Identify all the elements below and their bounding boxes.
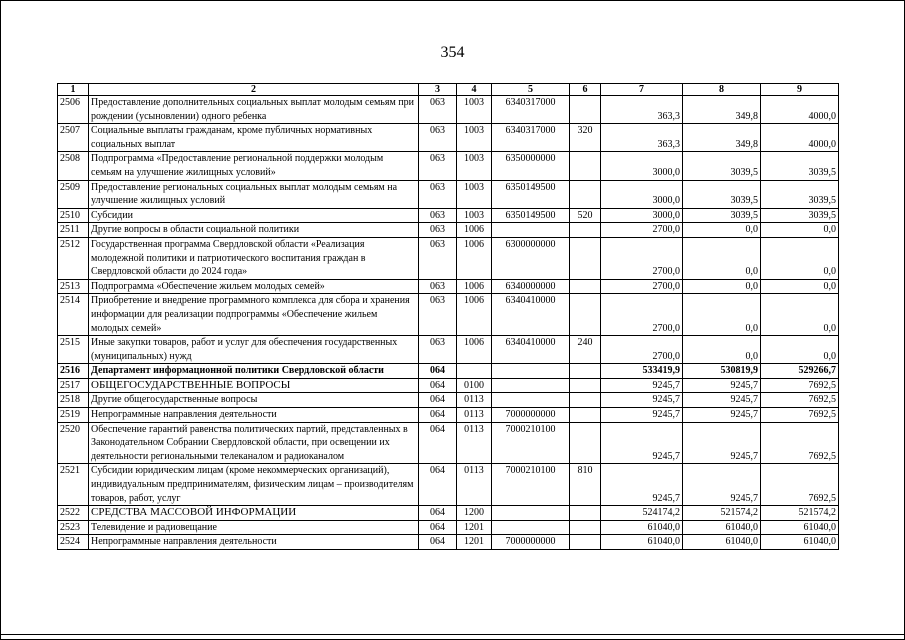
header-row <box>58 84 839 96</box>
amount-year-2: 3039,5 <box>683 152 761 180</box>
column-header: 9 <box>761 84 839 96</box>
target-article-code <box>492 223 570 238</box>
column-header: 7 <box>601 84 683 96</box>
row-name: Департамент информационной политики Свердловской области <box>89 364 419 379</box>
expense-type-code <box>570 96 601 124</box>
column-header: 1 <box>58 84 89 96</box>
expense-type-code <box>570 364 601 379</box>
table-row <box>58 378 839 393</box>
ministry-code: 063 <box>419 279 457 294</box>
row-name: Телевидение и радиовещание <box>89 520 419 535</box>
section-code: 1201 <box>457 520 492 535</box>
section-code: 0113 <box>457 422 492 464</box>
target-article-code <box>492 393 570 408</box>
amount-year-1: 9245,7 <box>601 464 683 506</box>
ministry-code: 063 <box>419 96 457 124</box>
budget-table <box>57 83 839 550</box>
row-name: Социальные выплаты гражданам, кроме публичных нормативных социальных выплат <box>89 124 419 152</box>
row-name: Предоставление дополнительных социальных выплат молодым семьям при рождении (усыновлении) одного ребенка <box>89 96 419 124</box>
section-code: 1003 <box>457 96 492 124</box>
row-number: 2518 <box>58 393 89 408</box>
row-number: 2519 <box>58 408 89 423</box>
table-row <box>58 506 839 521</box>
row-number: 2517 <box>58 378 89 393</box>
target-article-code: 6340000000 <box>492 279 570 294</box>
target-article-code: 6350149500 <box>492 208 570 223</box>
ministry-code: 063 <box>419 336 457 364</box>
target-article-code: 7000210100 <box>492 422 570 464</box>
table-row <box>58 96 839 124</box>
expense-type-code <box>570 378 601 393</box>
table-row <box>58 464 839 506</box>
table-row <box>58 279 839 294</box>
ministry-code: 063 <box>419 223 457 238</box>
amount-year-1: 9245,7 <box>601 393 683 408</box>
section-code: 0113 <box>457 393 492 408</box>
amount-year-1: 3000,0 <box>601 208 683 223</box>
amount-year-3: 0,0 <box>761 336 839 364</box>
amount-year-1: 524174,2 <box>601 506 683 521</box>
row-name: Обеспечение гарантий равенства политических партий, представленных в Законодательном Собрании Свердловской области, при освещении их деятельности региональными телеканалом и радиоканалом <box>89 422 419 464</box>
target-article-code <box>492 378 570 393</box>
row-name: Другие общегосударственные вопросы <box>89 393 419 408</box>
amount-year-1: 3000,0 <box>601 152 683 180</box>
section-code: 1003 <box>457 180 492 208</box>
amount-year-2: 61040,0 <box>683 535 761 550</box>
amount-year-1: 2700,0 <box>601 279 683 294</box>
amount-year-1: 2700,0 <box>601 223 683 238</box>
row-number: 2515 <box>58 336 89 364</box>
amount-year-2: 9245,7 <box>683 408 761 423</box>
amount-year-1: 363,3 <box>601 96 683 124</box>
table-row <box>58 364 839 379</box>
table-row <box>58 208 839 223</box>
section-code <box>457 364 492 379</box>
target-article-code <box>492 506 570 521</box>
ministry-code: 064 <box>419 506 457 521</box>
ministry-code: 063 <box>419 124 457 152</box>
ministry-code: 064 <box>419 378 457 393</box>
amount-year-1: 9245,7 <box>601 378 683 393</box>
target-article-code: 6340410000 <box>492 336 570 364</box>
ministry-code: 064 <box>419 535 457 550</box>
ministry-code: 064 <box>419 464 457 506</box>
section-code: 0113 <box>457 408 492 423</box>
row-name: Предоставление региональных социальных выплат молодым семьям на улучшение жилищных условий <box>89 180 419 208</box>
amount-year-3: 7692,5 <box>761 378 839 393</box>
column-header: 4 <box>457 84 492 96</box>
ministry-code: 063 <box>419 208 457 223</box>
row-name: Приобретение и внедрение программного комплекса для сбора и хранения информации для реализации подпрограммы «Обеспечение жильем молодых семей» <box>89 294 419 336</box>
expense-type-code <box>570 393 601 408</box>
row-number: 2514 <box>58 294 89 336</box>
row-number: 2508 <box>58 152 89 180</box>
expense-type-code <box>570 279 601 294</box>
amount-year-2: 521574,2 <box>683 506 761 521</box>
column-header: 6 <box>570 84 601 96</box>
amount-year-2: 61040,0 <box>683 520 761 535</box>
expense-type-code <box>570 152 601 180</box>
amount-year-1: 3000,0 <box>601 180 683 208</box>
page-number: 354 <box>440 44 465 61</box>
table-row <box>58 294 839 336</box>
section-code: 1200 <box>457 506 492 521</box>
expense-type-code <box>570 237 601 279</box>
target-article-code: 6340317000 <box>492 124 570 152</box>
section-code: 1006 <box>457 237 492 279</box>
amount-year-3: 0,0 <box>761 223 839 238</box>
amount-year-1: 533419,9 <box>601 364 683 379</box>
row-number: 2522 <box>58 506 89 521</box>
table-row <box>58 520 839 535</box>
row-number: 2523 <box>58 520 89 535</box>
amount-year-1: 61040,0 <box>601 535 683 550</box>
target-article-code <box>492 520 570 535</box>
amount-year-2: 0,0 <box>683 279 761 294</box>
amount-year-2: 349,8 <box>683 96 761 124</box>
column-header: 3 <box>419 84 457 96</box>
amount-year-1: 363,3 <box>601 124 683 152</box>
section-code: 0100 <box>457 378 492 393</box>
row-number: 2524 <box>58 535 89 550</box>
target-article-code: 7000210100 <box>492 464 570 506</box>
row-number: 2513 <box>58 279 89 294</box>
table-row <box>58 180 839 208</box>
amount-year-1: 2700,0 <box>601 237 683 279</box>
expense-type-code: 810 <box>570 464 601 506</box>
target-article-code: 6340410000 <box>492 294 570 336</box>
amount-year-3: 0,0 <box>761 294 839 336</box>
table-row <box>58 237 839 279</box>
amount-year-2: 9245,7 <box>683 422 761 464</box>
amount-year-2: 0,0 <box>683 336 761 364</box>
row-number: 2506 <box>58 96 89 124</box>
expense-type-code <box>570 520 601 535</box>
section-code: 1006 <box>457 279 492 294</box>
row-name: Государственная программа Свердловской области «Реализация молодежной политики и патриотического воспитания граждан в Свердловской области до 2024 года» <box>89 237 419 279</box>
row-number: 2511 <box>58 223 89 238</box>
amount-year-3: 7692,5 <box>761 464 839 506</box>
ministry-code: 063 <box>419 237 457 279</box>
expense-type-code <box>570 180 601 208</box>
row-number: 2512 <box>58 237 89 279</box>
target-article-code: 6340317000 <box>492 96 570 124</box>
page-bottom-edge <box>0 634 905 635</box>
amount-year-1: 2700,0 <box>601 336 683 364</box>
expense-type-code <box>570 506 601 521</box>
table-row <box>58 408 839 423</box>
amount-year-3: 4000,0 <box>761 96 839 124</box>
row-name: Иные закупки товаров, работ и услуг для обеспечения государственных (муниципальных) нужд <box>89 336 419 364</box>
section-code: 0113 <box>457 464 492 506</box>
row-number: 2520 <box>58 422 89 464</box>
amount-year-3: 61040,0 <box>761 520 839 535</box>
amount-year-3: 3039,5 <box>761 152 839 180</box>
amount-year-1: 2700,0 <box>601 294 683 336</box>
target-article-code <box>492 364 570 379</box>
row-number: 2510 <box>58 208 89 223</box>
amount-year-3: 7692,5 <box>761 408 839 423</box>
section-code: 1003 <box>457 152 492 180</box>
expense-type-code <box>570 294 601 336</box>
ministry-code: 063 <box>419 294 457 336</box>
row-name: Другие вопросы в области социальной политики <box>89 223 419 238</box>
expense-type-code: 240 <box>570 336 601 364</box>
target-article-code: 6350000000 <box>492 152 570 180</box>
expense-type-code: 520 <box>570 208 601 223</box>
table-row <box>58 422 839 464</box>
section-code: 1003 <box>457 124 492 152</box>
amount-year-1: 9245,7 <box>601 408 683 423</box>
row-name: Непрограммные направления деятельности <box>89 408 419 423</box>
expense-type-code <box>570 422 601 464</box>
amount-year-3: 7692,5 <box>761 422 839 464</box>
target-article-code: 6300000000 <box>492 237 570 279</box>
amount-year-2: 9245,7 <box>683 393 761 408</box>
column-header: 2 <box>89 84 419 96</box>
table-row <box>58 393 839 408</box>
expense-type-code: 320 <box>570 124 601 152</box>
ministry-code: 063 <box>419 152 457 180</box>
table-row <box>58 124 839 152</box>
amount-year-3: 7692,5 <box>761 393 839 408</box>
amount-year-3: 529266,7 <box>761 364 839 379</box>
ministry-code: 064 <box>419 393 457 408</box>
amount-year-2: 9245,7 <box>683 378 761 393</box>
row-name: Непрограммные направления деятельности <box>89 535 419 550</box>
ministry-code: 064 <box>419 520 457 535</box>
amount-year-2: 0,0 <box>683 294 761 336</box>
row-name: ОБЩЕГОСУДАРСТВЕННЫЕ ВОПРОСЫ <box>89 378 419 393</box>
section-code: 1006 <box>457 336 492 364</box>
ministry-code: 064 <box>419 422 457 464</box>
amount-year-3: 0,0 <box>761 237 839 279</box>
amount-year-2: 530819,9 <box>683 364 761 379</box>
row-number: 2516 <box>58 364 89 379</box>
target-article-code: 7000000000 <box>492 408 570 423</box>
row-name: Субсидии <box>89 208 419 223</box>
amount-year-3: 0,0 <box>761 279 839 294</box>
expense-type-code <box>570 408 601 423</box>
section-code: 1006 <box>457 223 492 238</box>
section-code: 1006 <box>457 294 492 336</box>
amount-year-2: 3039,5 <box>683 208 761 223</box>
section-code: 1201 <box>457 535 492 550</box>
row-name: Подпрограмма «Обеспечение жильем молодых семей» <box>89 279 419 294</box>
table-row <box>58 535 839 550</box>
expense-type-code <box>570 223 601 238</box>
ministry-code: 064 <box>419 364 457 379</box>
row-name: СРЕДСТВА МАССОВОЙ ИНФОРМАЦИИ <box>89 506 419 521</box>
amount-year-3: 4000,0 <box>761 124 839 152</box>
section-code: 1003 <box>457 208 492 223</box>
amount-year-2: 349,8 <box>683 124 761 152</box>
ministry-code: 063 <box>419 180 457 208</box>
expense-type-code <box>570 535 601 550</box>
row-number: 2507 <box>58 124 89 152</box>
table-row <box>58 336 839 364</box>
amount-year-1: 9245,7 <box>601 422 683 464</box>
target-article-code: 6350149500 <box>492 180 570 208</box>
amount-year-2: 0,0 <box>683 223 761 238</box>
amount-year-2: 0,0 <box>683 237 761 279</box>
column-header: 8 <box>683 84 761 96</box>
amount-year-2: 3039,5 <box>683 180 761 208</box>
table-row <box>58 152 839 180</box>
amount-year-3: 3039,5 <box>761 180 839 208</box>
column-header: 5 <box>492 84 570 96</box>
row-name: Субсидии юридическим лицам (кроме некоммерческих организаций), индивидуальным предпринимателям, физическим лицам – производителям товаров, работ, услуг <box>89 464 419 506</box>
amount-year-1: 61040,0 <box>601 520 683 535</box>
ministry-code: 064 <box>419 408 457 423</box>
row-number: 2509 <box>58 180 89 208</box>
target-article-code: 7000000000 <box>492 535 570 550</box>
row-number: 2521 <box>58 464 89 506</box>
row-name: Подпрограмма «Предоставление региональной поддержки молодым семьям на улучшение жилищных условий» <box>89 152 419 180</box>
amount-year-3: 61040,0 <box>761 535 839 550</box>
amount-year-3: 521574,2 <box>761 506 839 521</box>
table-row <box>58 223 839 238</box>
amount-year-2: 9245,7 <box>683 464 761 506</box>
amount-year-3: 3039,5 <box>761 208 839 223</box>
